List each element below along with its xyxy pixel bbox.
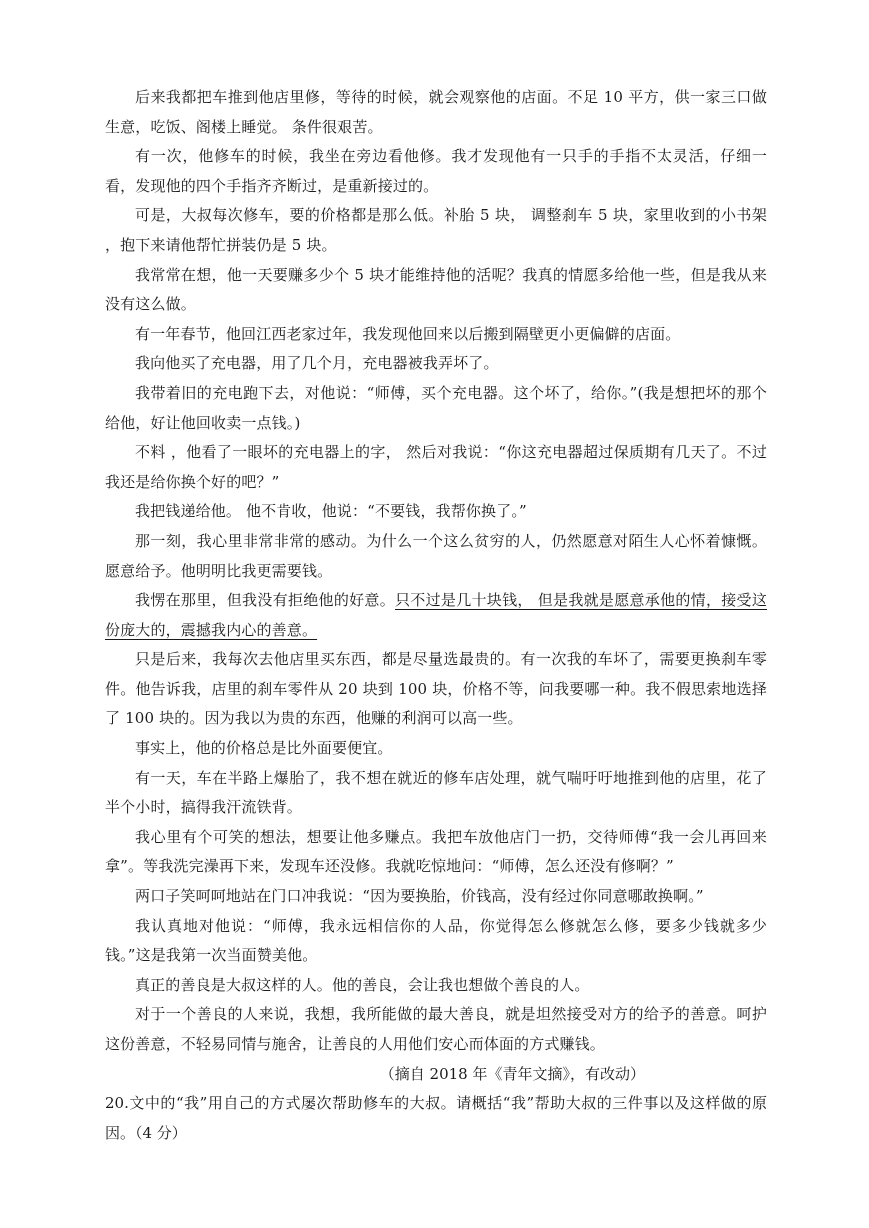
paragraph: 真正的善良是大叔这样的人。他的善良，会让我也想做个善良的人。 [135,975,590,994]
paragraph: 只是后来，我每次去他店里买东西，都是尽量选最贵的。有一次我的车坏了，需要更换刹车零件。他告诉我，店里的刹车零件从 20 块到 100 块，价格不等，问我要哪一种。我不假思索地选择了 100 块的。因为我以为贵的东西，他赚的利润可以高一些。 [105,650,767,728]
paragraph: 我常常在想，他一天要赚多少个 5 块才能维持他的活呢？我真的情愿多给他一些，但是我从来没有这么做。 [105,265,767,314]
source-citation: （摘自 2018 年《青年文摘》，有改动） [379,1064,645,1083]
paragraph: 两口子笑呵呵地站在门口冲我说：“因为要换胎，价钱高，没有经过你同意哪敢换啊。” [135,887,704,906]
paragraph: 我向他买了充电器，用了几个月，充电器被我弄坏了。 [135,354,499,373]
underlined-sentence: 只不过是几十块钱， 但是我就是愿意承他的情，接受这份庞大的，震撼我内心的善意。 [105,591,767,639]
paragraph: 有一次，他修车的时候，我坐在旁边看他修。我才发现他有一只手的手指不太灵活，仔细一看，发现他的四个手指齐齐断过，是重新接过的。 [105,147,767,195]
paragraph: 我带着旧的充电跑下去，对他说：“师傅，买个充电器。这个坏了，给你。”(我是想把坏的那个给他，好让他回收卖一点钱。) [105,383,767,432]
paragraph: 后来我都把车推到他店里修，等待的时候，就会观察他的店面。不足 10 平方，供一家三口做生意，吃饭、阁楼上睡觉。 条件很艰苦。 [105,88,767,136]
paragraph: 可是，大叔每次修车，要的价格都是那么低。补胎 5 块， 调整刹车 5 块，家里收到的小书架 ，抱下来请他帮忙拼装仍是 5 块。 [105,206,767,254]
article-body [105,83,767,1148]
underlined-paragraph [105,586,767,645]
paragraph: 有一年春节，他回江西老家过年，我发现他回来以后搬到隔壁更小更偏僻的店面。 [135,324,681,343]
paragraph-plain-text: 我愣在那里，但我没有拒绝他的好意。 [135,591,396,610]
paragraph: 有一天，车在半路上爆胎了，我不想在就近的修车店处理，就气喘吁吁地推到他的店里，花了半个小时，搞得我汗流铁背。 [105,768,767,817]
paragraph: 我认真地对他说：“师傅，我永远相信你的人品，你觉得怎么修就怎么修，要多少钱就多少钱。”这是我第一次当面赞美他。 [105,916,767,965]
paragraph: 对于一个善良的人来说，我想，我所能做的最大善良，就是坦然接受对方的给予的善意。呵护这份善意，不轻易同情与施舍，让善良的人用他们安心而体面的方式赚钱。 [105,1005,767,1053]
question-20: 20.文中的“我”用自己的方式屡次帮助修车的大叔。请概括“我”帮助大叔的三件事以及这样做的原因。（4 分） [105,1094,767,1142]
paragraph: 事实上，他的价格总是比外面要便宜。 [135,739,393,758]
paragraph: 我把钱递给他。 他不肯收，他说：“不要钱，我帮你换了。” [135,502,527,521]
paragraph: 那一刻，我心里非常非常的感动。为什么一个这么贫穷的人，仍然愿意对陌生人心怀着慷慨。愿意给予。他明明比我更需要钱。 [105,531,767,580]
paragraph: 不料 ，他看了一眼坏的充电器上的字， 然后对我说：“你这充电器超过保质期有几天了。不过我还是给你换个好的吧？” [105,443,767,491]
paragraph: 我心里有个可笑的想法，想要让他多赚点。我把车放他店门一扔，交待师傅“我一会儿再回来拿”。等我洗完澡再下来，发现车还没修。我就吃惊地问：“师傅，怎么还没有修啊？” [105,827,767,876]
